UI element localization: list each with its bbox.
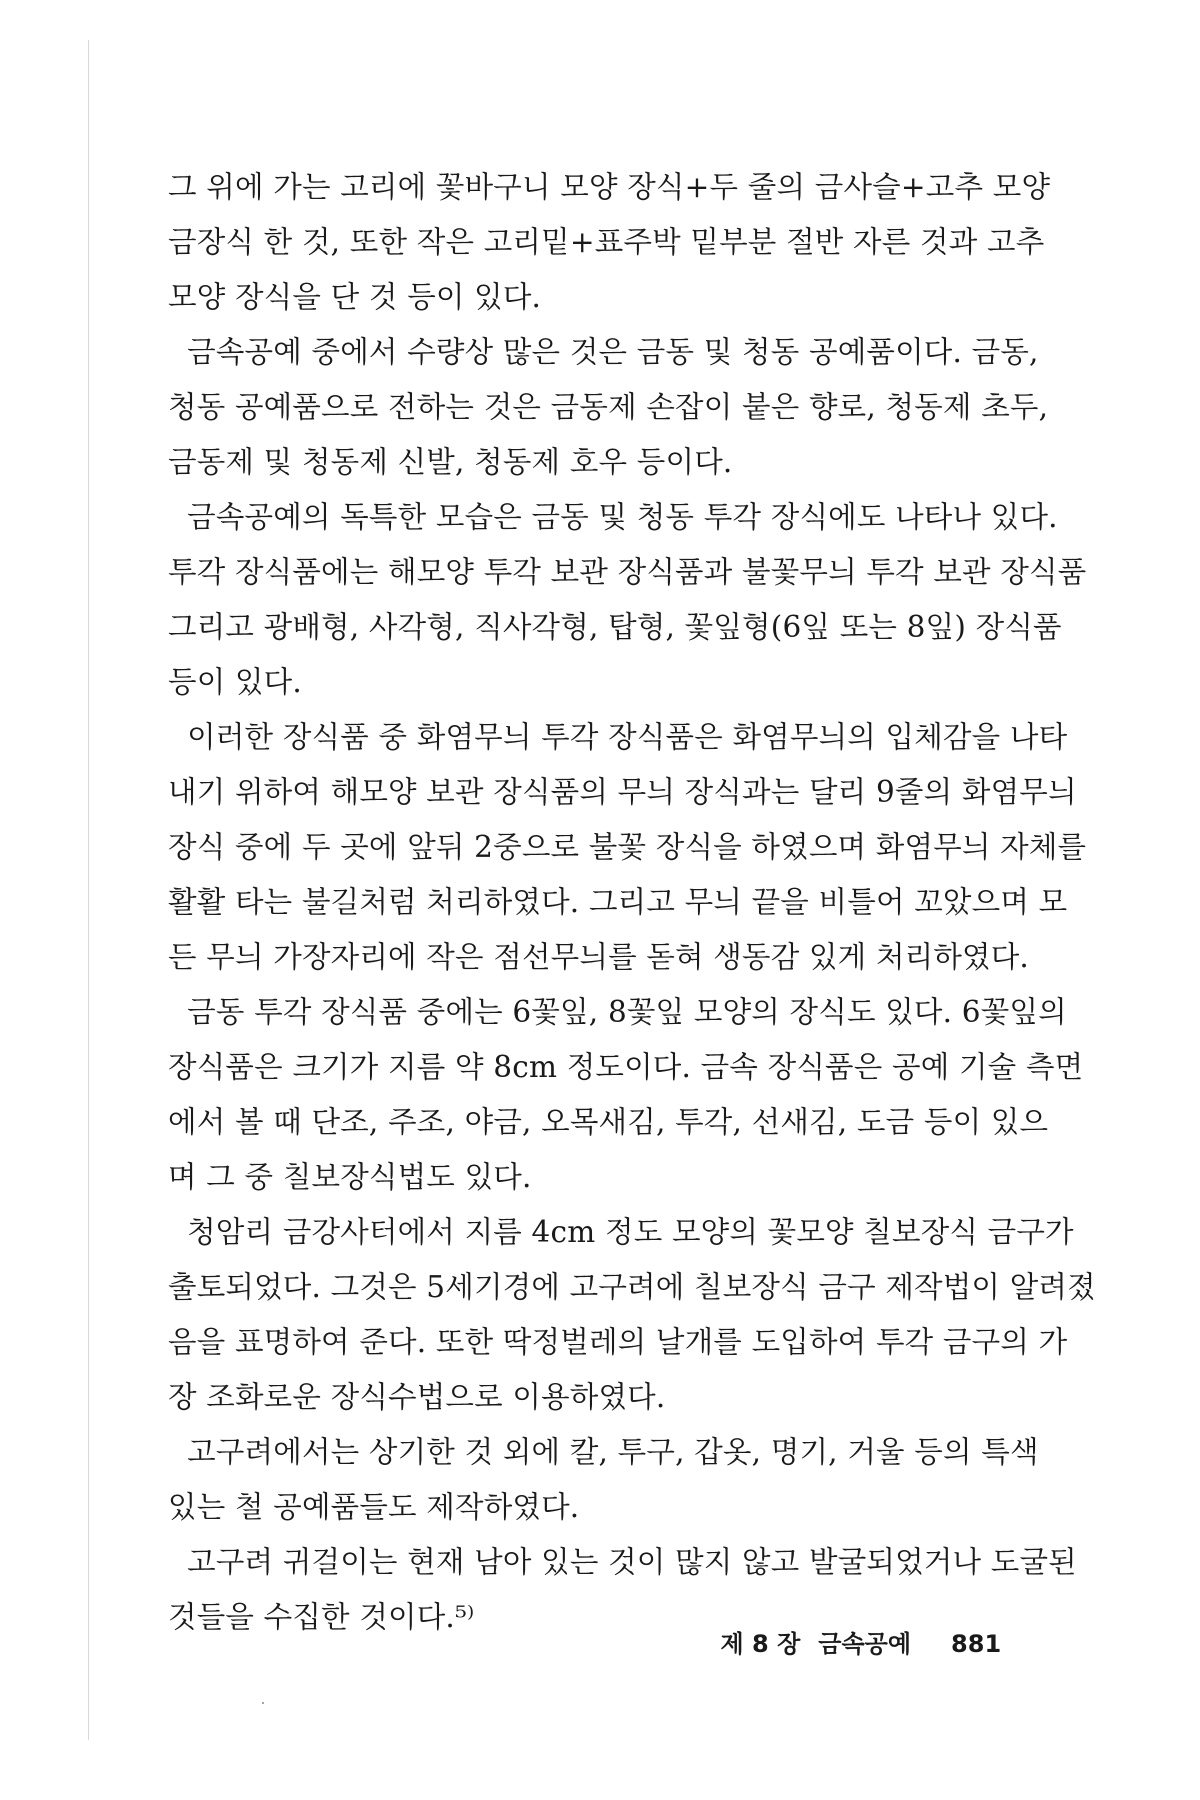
text-line: 금속공예 중에서 수량상 많은 것은 금동 및 청동 공예품이다. 금동, (168, 335, 1039, 369)
text-line: 금동 투각 장식품 중에는 6꽃잎, 8꽃잎 모양의 장식도 있다. 6꽃잎의 (168, 995, 1067, 1029)
text-line: 장 조화로운 장식수법으로 이용하였다. (168, 1380, 666, 1414)
text-line: 든 무늬 가장자리에 작은 점선무늬를 돋혀 생동감 있게 처리하였다. (168, 940, 1030, 974)
text-line: 장식 중에 두 곳에 앞뒤 2중으로 불꽃 장식을 하였으며 화염무늬 자체를 (168, 830, 1087, 864)
text-line: 내기 위하여 해모양 보관 장식품의 무늬 장식과는 달리 9줄의 화염무늬 (168, 775, 1077, 809)
page-number: 881 (951, 1630, 1002, 1658)
paper-speck (262, 1702, 264, 1704)
running-footer (690, 1584, 1030, 1658)
text-line: 그 위에 가는 고리에 꽃바구니 모양 장식+두 줄의 금사슬+고추 모양 (168, 170, 1051, 204)
text-line: 있는 철 공예품들도 제작하였다. (168, 1490, 580, 1524)
text-line: 이러한 장식품 중 화염무늬 투각 장식품은 화염무늬의 입체감을 나타 (168, 720, 1068, 754)
text-line: 투각 장식품에는 해모양 투각 보관 장식품과 불꽃무늬 투각 보관 장식품 (168, 555, 1087, 589)
text-line: 모양 장식을 단 것 등이 있다. (168, 280, 542, 314)
text-line: 고구려 귀걸이는 현재 남아 있는 것이 많지 않고 발굴되었거나 도굴된 (168, 1545, 1077, 1579)
text-line: 활활 타는 불길처럼 처리하였다. 그리고 무늬 끝을 비틀어 꼬았으며 모 (168, 885, 1068, 919)
text-line: 그리고 광배형, 사각형, 직사각형, 탑형, 꽃잎형(6잎 또는 8잎) 장식품 (168, 610, 1062, 644)
text-line: 등이 있다. (168, 665, 302, 699)
page-margin-shadow (88, 40, 89, 1740)
text-line: 것들을 수집한 것이다.⁵⁾ (168, 1600, 475, 1634)
text-line: 청동 공예품으로 전하는 것은 금동제 손잡이 붙은 향로, 청동제 초두, (168, 390, 1049, 424)
text-line: 금장식 한 것, 또한 작은 고리밑+표주박 밑부분 절반 자른 것과 고추 (168, 225, 1045, 259)
text-line: 금동제 및 청동제 신발, 청동제 호우 등이다. (168, 445, 733, 479)
footer-chapter: 제 8 장 (720, 1630, 801, 1658)
text-line: 고구려에서는 상기한 것 외에 칼, 투구, 갑옷, 명기, 거울 등의 특색 (168, 1435, 1039, 1469)
text-line: 며 그 중 칠보장식법도 있다. (168, 1160, 532, 1194)
text-line: 에서 볼 때 단조, 주조, 야금, 오목새김, 투각, 선새김, 도금 등이 있으 (168, 1105, 1049, 1139)
text-line: 금속공예의 독특한 모습은 금동 및 청동 투각 장식에도 나타나 있다. (168, 500, 1058, 534)
footer-chapter-title: 금속공예 (818, 1630, 912, 1658)
text-line: 청암리 금강사터에서 지름 4cm 정도 모양의 꽃모양 칠보장식 금구가 (168, 1215, 1074, 1249)
body-text (168, 160, 1096, 1645)
text-line: 장식품은 크기가 지름 약 8cm 정도이다. 금속 장식품은 공예 기술 측면 (168, 1050, 1084, 1084)
text-line: 출토되었다. 그것은 5세기경에 고구려에 칠보장식 금구 제작법이 알려졌 (168, 1270, 1096, 1304)
text-line: 음을 표명하여 준다. 또한 딱정벌레의 날개를 도입하여 투각 금구의 가 (168, 1325, 1068, 1359)
